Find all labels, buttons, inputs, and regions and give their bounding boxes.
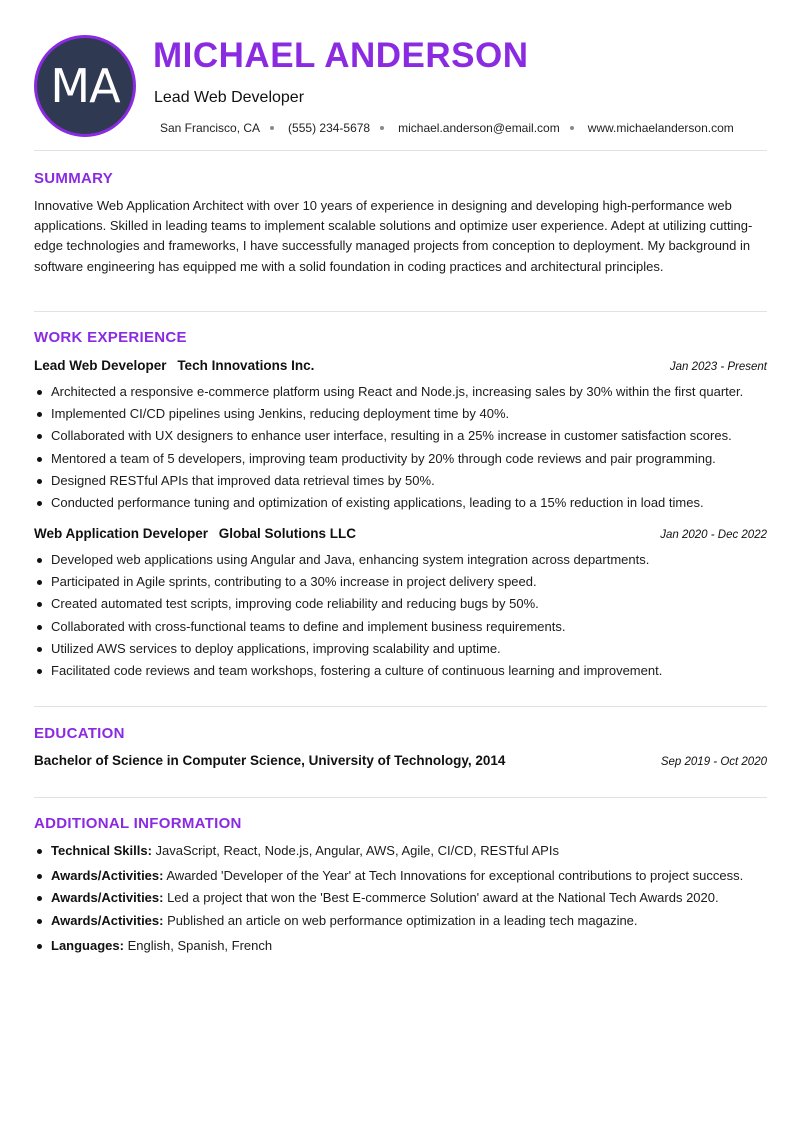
list-item: Designed RESTful APIs that improved data retrieval times by 50%. — [34, 470, 774, 492]
separator-dot — [380, 126, 384, 130]
item-text: English, Spanish, French — [123, 937, 273, 953]
list-item: Architected a responsive e-commerce platform using React and Node.js, increasing sales by 30% within the first quarter. — [34, 381, 774, 403]
job-bullets — [34, 381, 774, 514]
job-company: Global Solutions LLC — [218, 526, 357, 541]
job-dates: Jan 2023 - Present — [669, 361, 767, 373]
list-item — [34, 935, 774, 957]
job-title-company — [34, 526, 363, 541]
item-label: Awards/Activities: — [51, 912, 164, 928]
divider — [34, 150, 767, 151]
contact-phone[interactable]: (555) 234-5678 — [288, 121, 371, 135]
job-dates: Jan 2020 - Dec 2022 — [660, 529, 767, 541]
contact-email[interactable]: michael.anderson@email.com — [398, 121, 560, 135]
contact-website[interactable]: www.michaelanderson.com — [587, 121, 734, 135]
list-item: Utilized AWS services to deploy applications, improving scalability and uptime. — [34, 638, 774, 660]
job-title-company — [34, 358, 321, 373]
candidate-name: MICHAEL ANDERSON — [153, 36, 529, 75]
summary-text: Innovative Web Application Architect with over 10 years of experience in designing and developing high-performance web applications. Skilled in leading teams to implement scalable solutions and optimize user experience. Adept at utilizing cutting-edge technologies and frameworks, I have successfully managed projects from conception to deployment. My background in software engineering has equipped me with a solid foundation in coding practices and architectural principles. — [34, 198, 753, 274]
degree: Bachelor of Science in Computer Science, University of Technology, 2014 — [34, 753, 506, 768]
list-item: Developed web applications using Angular and Java, enhancing system integration across departments. — [34, 549, 774, 571]
list-item: Created automated test scripts, improving code reliability and reducing bugs by 50%. — [34, 593, 774, 615]
item-text: Published an article on web performance optimization in a leading tech magazine. — [163, 912, 638, 928]
list-item — [34, 840, 774, 862]
avatar — [34, 35, 136, 137]
list-item: Conducted performance tuning and optimization of existing applications, leading to a 15% reduction in load times. — [34, 492, 774, 514]
job-header — [34, 358, 767, 373]
item-label: Awards/Activities: — [51, 890, 164, 906]
item-text: Awarded 'Developer of the Year' at Tech Innovations for exceptional contributions to project success. — [163, 868, 744, 884]
item-label: Languages: — [51, 937, 124, 953]
list-item — [34, 887, 774, 909]
additional-info-list — [34, 840, 774, 957]
education-heading: EDUCATION — [34, 725, 125, 742]
list-item: Implemented CI/CD pipelines using Jenkins, reducing deployment time by 40%. — [34, 403, 774, 425]
list-item — [34, 865, 774, 887]
list-item: Participated in Agile sprints, contributing to a 30% increase in project delivery speed. — [34, 571, 774, 593]
item-label: Technical Skills: — [51, 843, 152, 858]
item-label: Awards/Activities: — [51, 868, 164, 884]
job-role: Lead Web Developer — [34, 358, 167, 373]
divider — [34, 797, 767, 798]
work-experience-heading: WORK EXPERIENCE — [34, 329, 187, 346]
job-title: Lead Web Developer — [154, 89, 305, 106]
list-item: Facilitated code reviews and team workshops, fostering a culture of continuous learning and improvement. — [34, 660, 774, 682]
separator-dot — [570, 126, 574, 130]
contact-location: San Francisco, CA — [160, 121, 261, 135]
contact-line — [160, 121, 734, 135]
list-item: Mentored a team of 5 developers, improving team productivity by 20% through code reviews and pair programming. — [34, 448, 774, 470]
list-item: Collaborated with cross-functional teams to define and implement business requirements. — [34, 616, 774, 638]
separator-dot — [270, 126, 274, 130]
list-item: Collaborated with UX designers to enhance user interface, resulting in a 25% increase in customer satisfaction scores. — [34, 425, 774, 447]
avatar-initials: MA — [50, 59, 120, 113]
divider — [34, 311, 767, 312]
list-item — [34, 910, 774, 932]
divider — [34, 706, 767, 707]
job-company: Tech Innovations Inc. — [177, 358, 315, 373]
job-role: Web Application Developer — [34, 526, 209, 541]
item-text: Led a project that won the 'Best E-commerce Solution' award at the National Tech Awards 2020. — [163, 890, 719, 906]
education-dates: Sep 2019 - Oct 2020 — [660, 756, 767, 768]
job-bullets — [34, 549, 774, 682]
education-entry — [34, 753, 767, 768]
additional-info-heading: ADDITIONAL INFORMATION — [34, 815, 242, 832]
item-text: JavaScript, React, Node.js, Angular, AWS, Agile, CI/CD, RESTful APIs — [151, 843, 559, 858]
job-header — [34, 526, 767, 541]
summary-heading: SUMMARY — [34, 170, 114, 187]
